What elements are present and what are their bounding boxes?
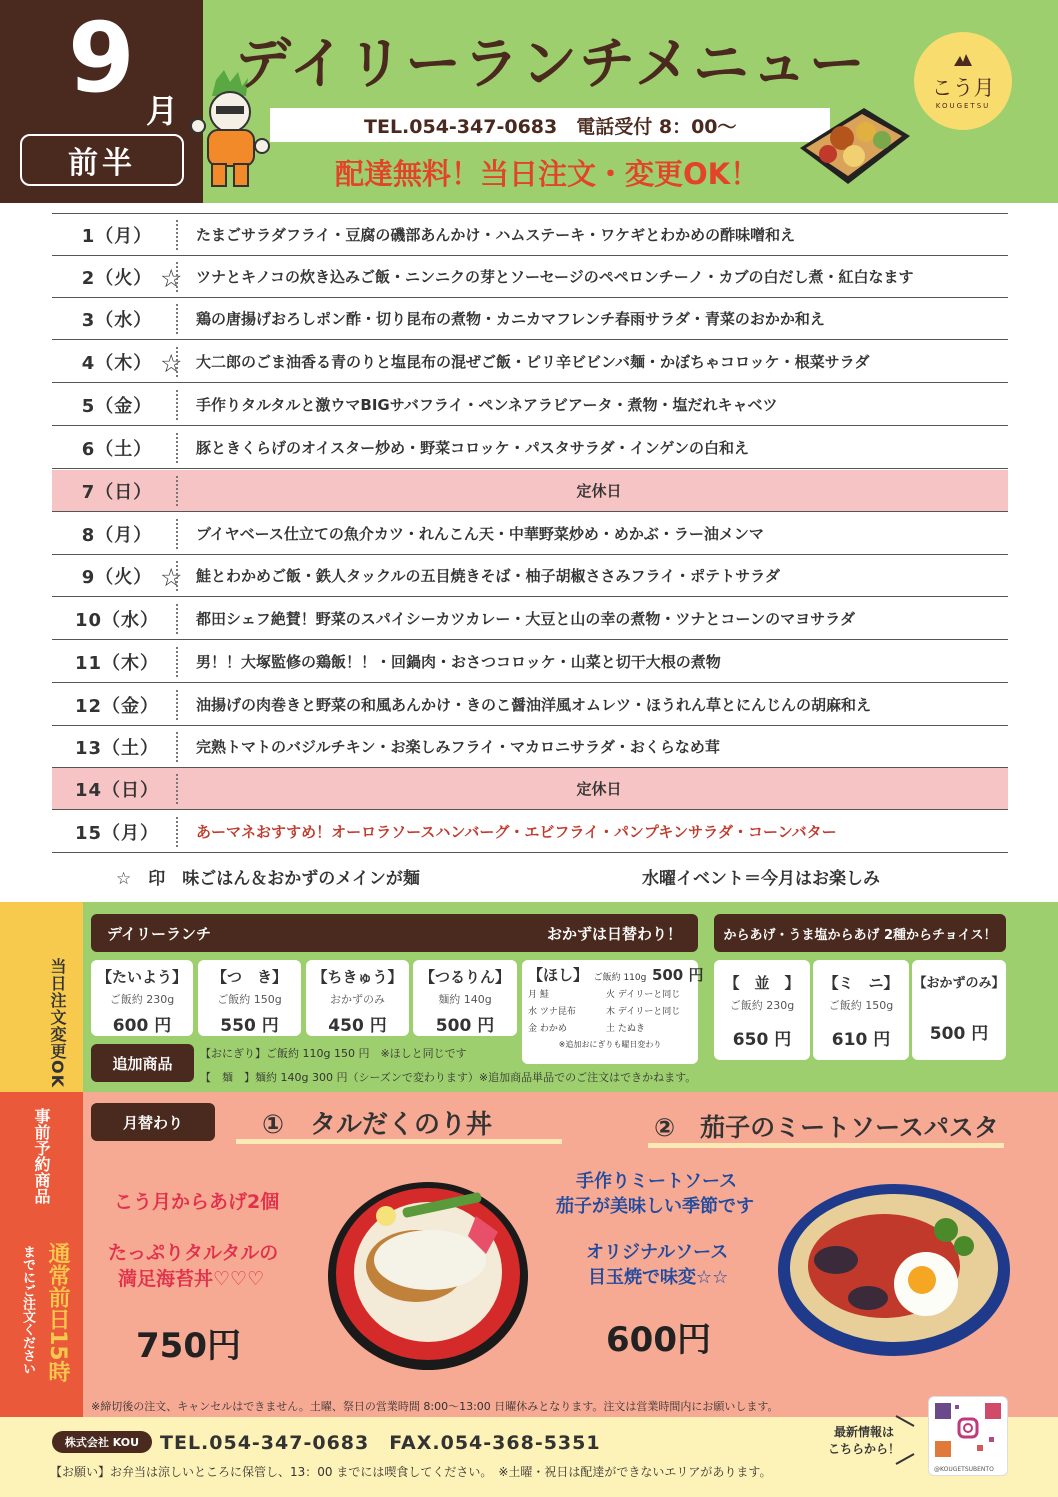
daily-lunch-note: おかずは日替わり！ xyxy=(546,924,682,943)
schedule-menu: 油揚げの肉巻きと野菜の和風あんかけ・きのこ醤油洋風オムレツ・ほうれん草とにんじんの胡麻和え xyxy=(196,696,872,714)
schedule-row xyxy=(52,598,1008,640)
item2-desc1: 手作りミートソース xyxy=(576,1171,738,1192)
schedule-day: 12（金） xyxy=(74,695,160,717)
row-divider xyxy=(176,347,178,377)
schedule-menu: 鶏の唐揚げおろしポン酢・切り昆布の煮物・カニカマフレンチ春雨サラダ・青菜のおかか和え xyxy=(196,310,825,328)
schedule-menu: 豚ときくらげのオイスター炒め・野菜コロッケ・パスタサラダ・インゲンの白和え xyxy=(196,439,750,457)
add-onigiri: 【おにぎり】ご飯約 110g 150 円 ※ほしと同じです xyxy=(200,1047,467,1060)
hoshi-item: 火 デイリーと同じ xyxy=(606,990,681,1000)
item1-price: 750円 xyxy=(136,1326,241,1366)
additional-items-label: 追加商品 xyxy=(91,1044,194,1082)
schedule-day: 5（金） xyxy=(81,395,153,417)
plan-card-taiyou xyxy=(91,960,193,1036)
schedule-row xyxy=(52,555,1008,597)
plan-price: 610 円 xyxy=(831,1030,891,1050)
schedule-top-rule xyxy=(52,213,1008,214)
plan-price: 650 円 xyxy=(732,1030,792,1050)
plan-name: 【つるりん】 xyxy=(419,968,510,986)
schedule-day: 11（木） xyxy=(74,652,160,674)
row-divider xyxy=(176,220,178,250)
instagram-qr-code[interactable] xyxy=(928,1396,1008,1476)
karaage-card-nami xyxy=(714,960,810,1060)
delivery-banner: 配達無料！当日注文・変更OK！ xyxy=(335,157,760,191)
daily-side-label: 当日注文変更OK xyxy=(48,958,67,1088)
star-legend: ☆ 印 味ごはん＆おかずのメインが麺 xyxy=(116,869,420,889)
preorder-deadline-sub: までにご注文ください xyxy=(20,1245,35,1375)
schedule-row xyxy=(52,214,1008,256)
hoshi-note: ※追加おにぎりも曜日変わり xyxy=(558,1040,662,1049)
plan-name: 【つ き】 xyxy=(211,968,287,986)
schedule-day: 7（日） xyxy=(81,481,153,503)
schedule-row xyxy=(52,298,1008,340)
item2-desc2: 茄子が美味しい季節です xyxy=(556,1196,754,1217)
row-divider xyxy=(176,690,178,720)
plan-price: 500 円 xyxy=(435,1016,495,1036)
qr-caption: @KOUGETSUBENTO xyxy=(934,1466,994,1473)
plan-name: 【 並 】 xyxy=(724,974,800,992)
karaage-card-okazu xyxy=(912,960,1006,1060)
monthly-item2-title: ② 茄子のミートソースパスタ xyxy=(648,1108,1004,1148)
add-noodles: 【 麺 】麺約 140g 300 円（シーズンで変わります）※追加商品単品でのご注文はできかねます。 xyxy=(200,1071,697,1084)
plan-price: 550 円 xyxy=(220,1016,279,1036)
company-name: 株式会社 KOU xyxy=(52,1431,152,1453)
latest-info: 最新情報は こちらから！ xyxy=(828,1425,901,1456)
footer-tel-fax: TEL.054-347-0683 FAX.054-368-5351 xyxy=(160,1432,601,1454)
schedule-menu: ブイヤベース仕立ての魚介カツ・れんこん天・中華野菜炒め・めかぶ・ラー油メンマ xyxy=(196,525,764,543)
donburi-photo xyxy=(326,1176,530,1372)
order-footnote: ※締切後の注文、キャンセルはできません。土曜、祭日の営業時間 8:00〜13:00 日曜休みとなります。注文は営業時間内にお願いします。 xyxy=(91,1400,779,1413)
schedule-menu: ツナとキノコの炊き込みご飯・ニンニクの芽とソーセージのペペロンチーノ・カブの白だし煮・紅白なます xyxy=(196,268,914,286)
plan-name: 【ほし】 xyxy=(528,966,589,984)
schedule-row xyxy=(52,384,1008,426)
item2-desc4: 目玉焼で味変☆☆ xyxy=(588,1267,729,1288)
plan-name: 【ちきゅう】 xyxy=(312,968,403,986)
hoshi-item: 土 たぬき xyxy=(606,1024,645,1034)
schedule-row xyxy=(52,726,1008,768)
schedule-row xyxy=(52,256,1008,298)
plan-card-tsuki xyxy=(198,960,301,1036)
preorder-deadline: 通常前日15時 xyxy=(45,1242,70,1383)
row-divider xyxy=(176,476,178,506)
schedule-day: 10（水） xyxy=(74,609,160,631)
item2-price: 600円 xyxy=(606,1320,711,1360)
half-label: 前半 xyxy=(20,134,184,186)
schedule-row xyxy=(52,513,1008,555)
footer-note: 【お願い】お弁当は涼しいところに保管し、13：00 までには喫食してください。 ※土曜・祝日は配達ができないエリアがあります。 xyxy=(50,1465,772,1479)
schedule-row xyxy=(52,341,1008,383)
plan-price: 500 円 xyxy=(929,1024,989,1044)
logo-mark-icon xyxy=(952,52,974,68)
item1-desc2: たっぷりタルタルの xyxy=(108,1242,279,1264)
schedule-menu: 男！！大塚監修の鶏飯！！・回鍋肉・おさつコロッケ・山菜と切干大根の煮物 xyxy=(196,653,721,671)
schedule-menu: 都田シェフ絶賛！野菜のスパイシーカツカレー・大豆と山の幸の煮物・ツナとコーンのマヨサラダ xyxy=(196,610,855,628)
schedule-menu: 大二郎のごま油香る青のりと塩昆布の混ぜご飯・ピリ辛ビビンバ麺・かぼちゃコロッケ・根菜サラダ xyxy=(196,353,870,371)
item1-desc1: こう月からあげ2個 xyxy=(114,1191,280,1213)
schedule-day: 4（木） xyxy=(81,352,153,374)
schedule-row xyxy=(52,470,1008,512)
pointer-marks-icon xyxy=(892,1408,920,1472)
row-divider xyxy=(176,604,178,634)
schedule-day: 8（月） xyxy=(81,524,153,546)
plan-sub: おかずのみ xyxy=(330,993,385,1006)
row-divider xyxy=(176,732,178,762)
hoshi-item: 月 鮭 xyxy=(528,990,549,1000)
row-divider xyxy=(176,774,178,804)
row-divider xyxy=(176,647,178,677)
row-divider xyxy=(176,433,178,463)
schedule-row xyxy=(52,684,1008,726)
bento-photo xyxy=(794,88,912,188)
schedule-day: 9（火） xyxy=(81,566,153,588)
company-logo xyxy=(914,32,1012,130)
schedule-row xyxy=(52,641,1008,683)
row-divider xyxy=(176,390,178,420)
schedule-menu: 鮭とわかめご飯・鉄人タックルの五目焼きそば・柚子胡椒ささみフライ・ポテトサラダ xyxy=(196,567,780,585)
karaage-card-mini xyxy=(813,960,909,1060)
schedule-row xyxy=(52,811,1008,853)
logo-text: こう月 xyxy=(931,76,995,100)
schedule-menu: たまごサラダフライ・豆腐の磯部あんかけ・ハムステーキ・ワケギとわかめの酢味噌和え xyxy=(196,226,796,244)
logo-subtext: KOUGETSU xyxy=(935,102,991,110)
plan-card-hoshi xyxy=(522,960,704,1064)
plan-sub: ご飯約 110g xyxy=(593,973,647,983)
row-divider xyxy=(176,561,178,591)
star-icon: ☆ xyxy=(160,563,183,592)
plan-sub: ご飯約 230g xyxy=(729,999,795,1012)
schedule-menu: 完熟トマトのバジルチキン・お楽しみフライ・マカロニサラダ・おくらなめ茸 xyxy=(196,738,720,756)
plan-card-tsururin xyxy=(413,960,517,1036)
main-title: デイリーランチメニュー xyxy=(235,32,867,97)
daily-lunch-title: デイリーランチ xyxy=(107,924,211,943)
item1-desc3: 満足海苔丼♡♡♡ xyxy=(118,1268,265,1290)
karaage-bar: からあげ・うま塩からあげ 2種からチョイス！ xyxy=(714,914,1006,952)
month-number: 9 xyxy=(68,2,135,114)
monthly-item1-title: ① タルだくのり丼 xyxy=(236,1104,562,1144)
hoshi-item: 金 わかめ xyxy=(528,1024,567,1034)
schedule-day: 14（日） xyxy=(74,779,160,801)
month-suffix: 月 xyxy=(146,92,179,130)
row-divider xyxy=(176,304,178,334)
star-icon: ☆ xyxy=(160,264,183,293)
schedule-menu: あーマネおすすめ！オーロラソースハンバーグ・エビフライ・パンプキンサラダ・コーンバター xyxy=(196,823,837,841)
plan-sub: ご飯約 150g xyxy=(828,999,894,1012)
plan-name: 【ミ ニ】 xyxy=(823,974,899,992)
pasta-photo xyxy=(776,1180,1012,1360)
plan-sub: ご飯約 230g xyxy=(109,993,175,1006)
preorder-label: 事前予約商品 xyxy=(32,1108,51,1204)
schedule-day: 6（土） xyxy=(81,438,153,460)
daily-lunch-bar xyxy=(91,914,698,952)
plan-sub: 麺約 140g xyxy=(438,993,492,1006)
schedule-menu: 手作りタルタルと激ウマBIGサバフライ・ペンネアラビアータ・煮物・塩だれキャベツ xyxy=(196,396,778,414)
plan-price: 500 円 xyxy=(651,966,704,984)
plan-price: 600 円 xyxy=(112,1016,172,1036)
schedule-day: 2（火） xyxy=(81,267,153,289)
plan-name: 【おかずのみ】 xyxy=(913,976,1005,991)
item2-desc3: オリジナルソース xyxy=(586,1242,729,1263)
star-icon: ☆ xyxy=(160,349,183,378)
plan-name: 【たいよう】 xyxy=(96,968,187,986)
wednesday-event: 水曜イベント＝今月はお楽しみ xyxy=(642,869,880,889)
schedule-day: 15（月） xyxy=(74,822,160,844)
schedule-day: 1（月） xyxy=(81,225,153,247)
row-divider xyxy=(176,262,178,292)
schedule-day: 3（水） xyxy=(81,309,153,331)
schedule-day: 13（土） xyxy=(74,737,160,759)
plan-price: 450 円 xyxy=(328,1016,387,1036)
qr-pattern-icon xyxy=(929,1397,1007,1463)
plan-card-chikyuu xyxy=(306,960,409,1036)
schedule-row xyxy=(52,768,1008,810)
closed-day-label: 定休日 xyxy=(576,780,622,798)
header-tel: TEL.054-347-0683 電話受付 8：00〜 xyxy=(270,108,830,142)
schedule-row xyxy=(52,427,1008,469)
hoshi-item: 木 デイリーと同じ xyxy=(606,1007,681,1017)
plan-sub: ご飯約 150g xyxy=(217,993,282,1006)
row-divider xyxy=(176,817,178,847)
monthly-bar: 月替わり xyxy=(91,1103,215,1141)
closed-day-label: 定休日 xyxy=(576,482,622,500)
row-divider xyxy=(176,519,178,549)
hoshi-item: 水 ツナ昆布 xyxy=(528,1007,576,1017)
